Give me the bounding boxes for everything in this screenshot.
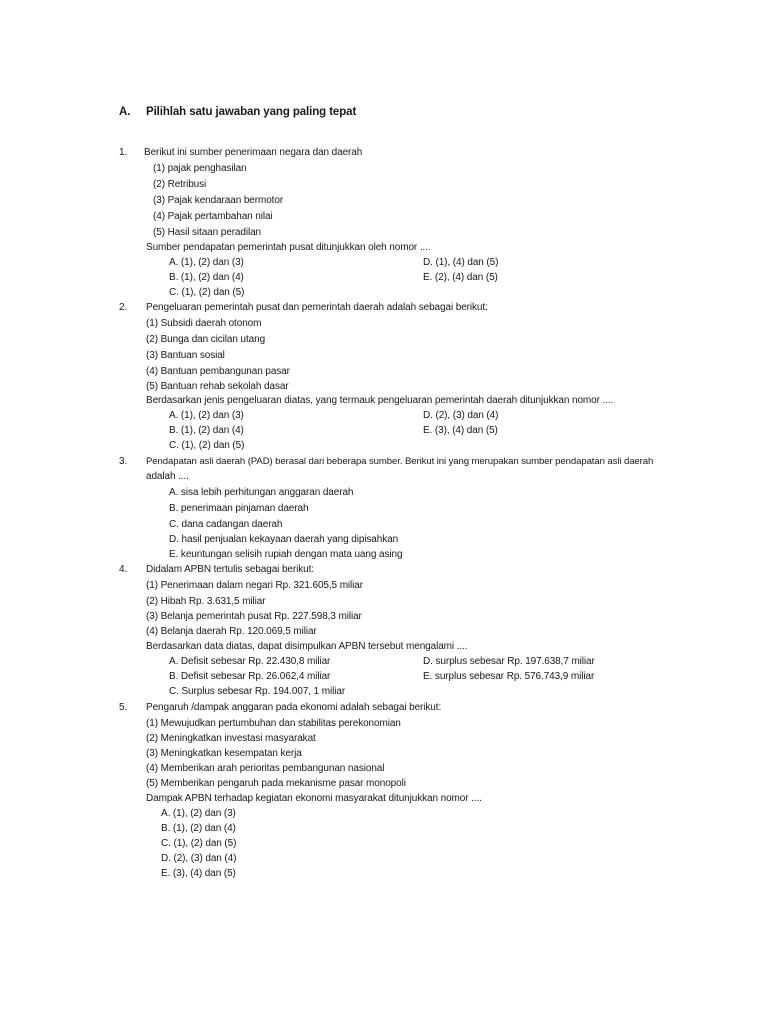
q4-option-e: E. surplus sebesar Rp. 576.743,9 miliar xyxy=(423,671,595,682)
q2-option-e: E. (3), (4) dan (5) xyxy=(423,425,498,436)
q2-item-4: (4) Bantuan pembangunan pasar xyxy=(146,366,290,377)
q4-item-2: (2) Hibah Rp. 3.631,5 miliar xyxy=(146,596,266,607)
q5-item-3: (3) Meningkatkan kesempatan kerja xyxy=(146,748,302,759)
q2-option-a: A. (1), (2) dan (3) xyxy=(169,410,244,421)
q1-option-b: B. (1), (2) dan (4) xyxy=(169,272,244,283)
q3-option-d: D. hasil penjualan kekayaan daerah yang dipisahkan xyxy=(169,534,399,545)
q1-option-d: D. (1), (4) dan (5) xyxy=(423,257,499,268)
q5-option-c: C. (1), (2) dan (5) xyxy=(161,838,237,849)
q3-option-c: C. dana cadangan daerah xyxy=(169,519,283,530)
q4-option-c: C. Surplus sebesar Rp. 194.007, 1 miliar xyxy=(169,686,346,697)
q2-item-1: (1) Subsidi daerah otonom xyxy=(146,318,262,329)
q2-item-2: (2) Bunga dan cicilan utang xyxy=(146,334,266,345)
question-3-stem-line-2: adalah .... xyxy=(146,471,189,482)
q3-option-a: A. sisa lebih perhitungan anggaran daerah xyxy=(169,487,354,498)
q2-option-d: D. (2), (3) dan (4) xyxy=(423,410,499,421)
q1-option-c: C. (1), (2) dan (5) xyxy=(169,287,245,298)
q5-option-e: E. (3), (4) dan (5) xyxy=(161,868,236,879)
q2-item-5: (5) Bantuan rehab sekolah dasar xyxy=(146,381,289,392)
q1-option-e: E. (2), (4) dan (5) xyxy=(423,272,498,283)
section-heading: Pilihlah satu jawaban yang paling tepat xyxy=(146,106,357,118)
q1-item-3: (3) Pajak kendaraan bermotor xyxy=(153,195,284,206)
q1-option-a: A. (1), (2) dan (3) xyxy=(169,257,244,268)
question-1-stem: Berikut ini sumber penerimaan negara dan daerah xyxy=(144,147,363,158)
question-2-stem: Pengeluaran pemerintah pusat dan pemerintah daerah adalah sebagai berikut: xyxy=(146,302,488,313)
question-4-prompt: Berdasarkan data diatas, dapat disimpulkan APBN tersebut mengalami .... xyxy=(146,641,468,652)
q5-item-1: (1) Mewujudkan pertumbuhan dan stabilitas perekonomian xyxy=(146,718,401,729)
question-3-number: 3. xyxy=(119,456,128,467)
question-3-stem-line-1: Pendapatan asli daerah (PAD) berasal dari beberapa sumber. Berikut ini yang merupakan sumber pendapatan asli daerah xyxy=(146,456,654,467)
q5-item-5: (5) Memberikan pengaruh pada mekanisme pasar monopoli xyxy=(146,778,406,789)
question-5-number: 5. xyxy=(119,702,128,713)
question-4-stem: Didalam APBN tertulis sebagai berikut: xyxy=(146,564,314,575)
q4-option-a: A. Defisit sebesar Rp. 22.430,8 miliar xyxy=(169,656,331,667)
q2-item-3: (3) Bantuan sosial xyxy=(146,350,225,361)
question-5-stem: Pengaruh /dampak anggaran pada ekonomi adalah sebagai berikut: xyxy=(146,702,442,713)
q2-option-c: C. (1), (2) dan (5) xyxy=(169,440,245,451)
q5-option-b: B. (1), (2) dan (4) xyxy=(161,823,236,834)
question-5-prompt: Dampak APBN terhadap kegiatan ekonomi masyarakat ditunjukkan nomor .... xyxy=(146,793,482,804)
q5-item-2: (2) Meningkatkan investasi masyarakat xyxy=(146,733,316,744)
question-2-prompt: Berdasarkan jenis pengeluaran diatas, yang termauk pengeluaran pemerintah daerah ditunjukkan nomor .... xyxy=(146,395,614,406)
q4-item-3: (3) Belanja pemerintah pusat Rp. 227.598,3 miliar xyxy=(146,611,362,622)
q1-item-1: (1) pajak penghasilan xyxy=(153,163,247,174)
question-1-prompt: Sumber pendapatan pemerintah pusat ditunjukkan oleh nomor .... xyxy=(146,242,431,253)
q4-option-d: D. surplus sebesar Rp. 197.638,7 miliar xyxy=(423,656,595,667)
q3-option-e: E. keuntungan selisih rupiah dengan mata uang asing xyxy=(169,549,403,560)
q4-item-4: (4) Belanja daerah Rp. 120.069,5 miliar xyxy=(146,626,317,637)
q5-item-4: (4) Memberikan arah perioritas pembangunan nasional xyxy=(146,763,385,774)
q1-item-2: (2) Retribusi xyxy=(153,179,207,190)
q1-item-5: (5) Hasil sitaan peradilan xyxy=(153,227,262,238)
q5-option-a: A. (1), (2) dan (3) xyxy=(161,808,236,819)
q2-option-b: B. (1), (2) dan (4) xyxy=(169,425,244,436)
question-1-number: 1. xyxy=(119,147,128,158)
question-2-number: 2. xyxy=(119,302,128,313)
q5-option-d: D. (2), (3) dan (4) xyxy=(161,853,237,864)
question-4-number: 4. xyxy=(119,564,128,575)
section-label: A. xyxy=(119,106,131,118)
q4-item-1: (1) Penerimaan dalam negari Rp. 321.605,5 miliar xyxy=(146,580,363,591)
q3-option-b: B. penerimaan pinjaman daerah xyxy=(169,503,309,514)
q4-option-b: B. Defisit sebesar Rp. 26.062,4 miliar xyxy=(169,671,331,682)
q1-item-4: (4) Pajak pertambahan nilai xyxy=(153,211,273,222)
